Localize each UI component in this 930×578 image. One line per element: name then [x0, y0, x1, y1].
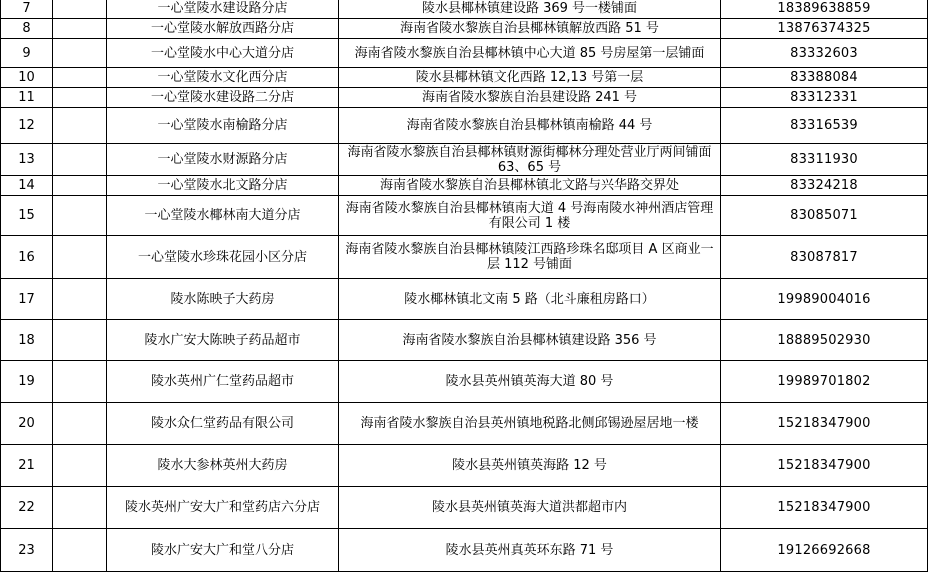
phone-cell: 83085071 [721, 196, 928, 236]
store-name-cell: 一心堂陵水中心大道分店 [107, 39, 339, 68]
empty-cell [53, 88, 107, 108]
store-name-cell: 一心堂陵水珍珠花园小区分店 [107, 236, 339, 279]
row-number-cell: 13 [1, 144, 53, 176]
empty-cell [53, 279, 107, 320]
address-cell: 海南省陵水黎族自治县椰林镇南大道 4 号海南陵水神州酒店管理有限公司 1 楼 [339, 196, 721, 236]
store-name-cell: 一心堂陵水北文路分店 [107, 176, 339, 196]
row-number-cell: 18 [1, 320, 53, 361]
row-number-cell: 14 [1, 176, 53, 196]
store-name-cell: 陵水大参林英州大药房 [107, 445, 339, 487]
phone-cell: 19989701802 [721, 361, 928, 403]
row-number-cell: 17 [1, 279, 53, 320]
store-name-cell: 陵水英州广安大广和堂药店六分店 [107, 487, 339, 529]
store-name-cell: 陵水众仁堂药品有限公司 [107, 403, 339, 445]
store-name-cell: 一心堂陵水建设路二分店 [107, 88, 339, 108]
empty-cell [53, 144, 107, 176]
empty-cell [53, 487, 107, 529]
address-cell: 海南省陵水黎族自治县英州镇地税路北侧邱锡逊屋居地一楼 [339, 403, 721, 445]
empty-cell [53, 0, 107, 19]
phone-cell: 83332603 [721, 39, 928, 68]
empty-cell [53, 320, 107, 361]
row-number-cell: 16 [1, 236, 53, 279]
row-number-cell: 12 [1, 108, 53, 144]
phone-cell: 13876374325 [721, 19, 928, 39]
phone-cell: 83388084 [721, 68, 928, 88]
row-number-cell: 8 [1, 19, 53, 39]
phone-cell: 83087817 [721, 236, 928, 279]
phone-cell: 83316539 [721, 108, 928, 144]
store-name-cell: 一心堂陵水椰林南大道分店 [107, 196, 339, 236]
store-name-cell: 一心堂陵水南榆路分店 [107, 108, 339, 144]
empty-cell [53, 403, 107, 445]
address-cell: 海南省陵水黎族自治县椰林镇北文路与兴华路交界处 [339, 176, 721, 196]
table-row [1, 361, 928, 403]
phone-cell: 18389638859 [721, 0, 928, 19]
row-number-cell: 7 [1, 0, 53, 19]
pharmacy-table-body [1, 0, 928, 572]
store-name-cell: 陵水广安大广和堂八分店 [107, 529, 339, 572]
table-row [1, 19, 928, 39]
table-row [1, 236, 928, 279]
empty-cell [53, 176, 107, 196]
empty-cell [53, 68, 107, 88]
address-cell: 陵水县英州真英环东路 71 号 [339, 529, 721, 572]
phone-cell: 15218347900 [721, 487, 928, 529]
phone-cell: 15218347900 [721, 445, 928, 487]
row-number-cell: 19 [1, 361, 53, 403]
table-row [1, 445, 928, 487]
phone-cell: 83312331 [721, 88, 928, 108]
table-row [1, 68, 928, 88]
address-cell: 陵水县英州镇英海路 12 号 [339, 445, 721, 487]
empty-cell [53, 108, 107, 144]
empty-cell [53, 196, 107, 236]
table-row [1, 88, 928, 108]
address-cell: 陵水县椰林镇建设路 369 号一楼铺面 [339, 0, 721, 19]
address-cell: 海南省陵水黎族自治县椰林镇中心大道 85 号房屋第一层铺面 [339, 39, 721, 68]
empty-cell [53, 19, 107, 39]
row-number-cell: 10 [1, 68, 53, 88]
address-cell: 海南省陵水黎族自治县椰林镇陵江西路珍珠名邸项目 A 区商业一层 112 号铺面 [339, 236, 721, 279]
store-name-cell: 一心堂陵水解放西路分店 [107, 19, 339, 39]
row-number-cell: 9 [1, 39, 53, 68]
empty-cell [53, 361, 107, 403]
address-cell: 海南省陵水黎族自治县椰林镇建设路 356 号 [339, 320, 721, 361]
store-name-cell: 陵水陈映子大药房 [107, 279, 339, 320]
address-cell: 陵水县英州镇英海大道洪都超市内 [339, 487, 721, 529]
row-number-cell: 11 [1, 88, 53, 108]
address-cell: 陵水县椰林镇文化西路 12,13 号第一层 [339, 68, 721, 88]
phone-cell: 83324218 [721, 176, 928, 196]
address-cell: 海南省陵水黎族自治县椰林镇财源街椰林分理处营业厅两间铺面 63、65 号 [339, 144, 721, 176]
table-row [1, 403, 928, 445]
store-name-cell: 陵水广安大陈映子药品超市 [107, 320, 339, 361]
table-row [1, 0, 928, 19]
phone-cell: 18889502930 [721, 320, 928, 361]
address-cell: 陵水椰林镇北文南 5 路（北斗廉租房路口） [339, 279, 721, 320]
row-number-cell: 21 [1, 445, 53, 487]
table-row [1, 279, 928, 320]
table-row [1, 144, 928, 176]
address-cell: 海南省陵水黎族自治县建设路 241 号 [339, 88, 721, 108]
store-name-cell: 一心堂陵水文化西分店 [107, 68, 339, 88]
address-cell: 陵水县英州镇英海大道 80 号 [339, 361, 721, 403]
store-name-cell: 一心堂陵水财源路分店 [107, 144, 339, 176]
empty-cell [53, 445, 107, 487]
table-row [1, 487, 928, 529]
store-name-cell: 陵水英州广仁堂药品超市 [107, 361, 339, 403]
row-number-cell: 15 [1, 196, 53, 236]
address-cell: 海南省陵水黎族自治县椰林镇南榆路 44 号 [339, 108, 721, 144]
store-name-cell: 一心堂陵水建设路分店 [107, 0, 339, 19]
table-row [1, 176, 928, 196]
row-number-cell: 22 [1, 487, 53, 529]
address-cell: 海南省陵水黎族自治县椰林镇解放西路 51 号 [339, 19, 721, 39]
table-row [1, 320, 928, 361]
phone-cell: 83311930 [721, 144, 928, 176]
phone-cell: 19989004016 [721, 279, 928, 320]
empty-cell [53, 236, 107, 279]
empty-cell [53, 39, 107, 68]
table-row [1, 196, 928, 236]
row-number-cell: 20 [1, 403, 53, 445]
phone-cell: 15218347900 [721, 403, 928, 445]
table-row [1, 529, 928, 572]
table-row [1, 39, 928, 68]
table-row [1, 108, 928, 144]
row-number-cell: 23 [1, 529, 53, 572]
empty-cell [53, 529, 107, 572]
phone-cell: 19126692668 [721, 529, 928, 572]
